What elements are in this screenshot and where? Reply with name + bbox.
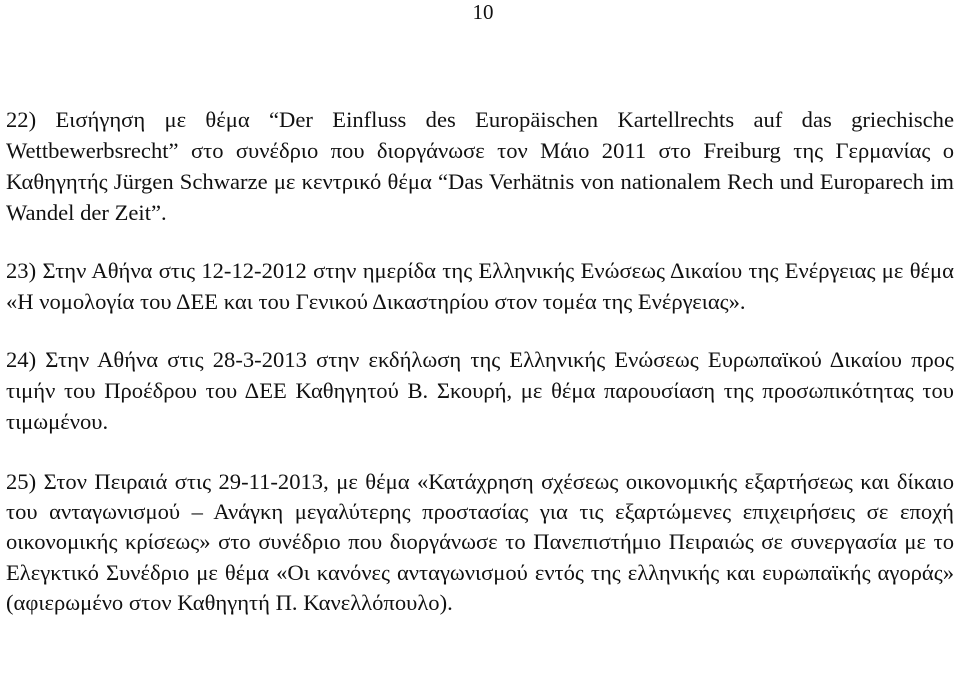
paragraph-22: 22) Εισήγηση με θέμα “Der Einfluss des Europäischen Kartellrechts auf das griechische Wettbewerbsrecht” στο συνέδριο που διοργάνωσε τον Μάιο 2011 στο Freiburg της Γερμανίας ο Καθηγητής Jürgen Schwarze με κεντρικό θέμα “Das Verhätnis von nationalem Rech und Europarech im Wandel der Zeit”. (6, 107, 954, 225)
page-number: 10 (472, 0, 494, 24)
paragraph-25: 25) Στον Πειραιά στις 29-11-2013, με θέμα «Κατάχρηση σχέσεως οικονομικής εξαρτήσεως και δίκαιο του ανταγωνισμού – Ανάγκη μεγαλύτερης προστασίας για τις εξαρτώμενες επιχειρήσεις σε εποχή οικονομικής κρίσεως» στο συνέδριο που διοργάνωσε το Πανεπιστήμιο Πειραιώς σε συνεργασία με το Ελεγκτικό Συνέδριο με θέμα «Οι κανόνες ανταγωνισμού εντός της ελληνικής και ευρωπαϊκής αγοράς» (αφιερωμένο στον Καθηγητή Π. Κανελλόπουλο). (6, 469, 954, 615)
paragraph-23: 23) Στην Αθήνα στις 12-12-2012 στην ημερίδα της Ελληνικής Ενώσεως Δικαίου της Ενέργειας με θέμα «Η νομολογία του ΔΕΕ και του Γενικού Δικαστηρίου στον τομέα της Ενέργειας». (6, 258, 954, 314)
paragraph-24: 24) Στην Αθήνα στις 28-3-2013 στην εκδήλωση της Ελληνικής Ενώσεως Ευρωπαϊκού Δικαίου προς τιμήν του Προέδρου του ΔΕΕ Καθηγητού Β. Σκουρή, με θέμα παρουσίαση της προσωπικότητας του τιμωμένου. (6, 347, 954, 434)
document-body (6, 104, 954, 618)
